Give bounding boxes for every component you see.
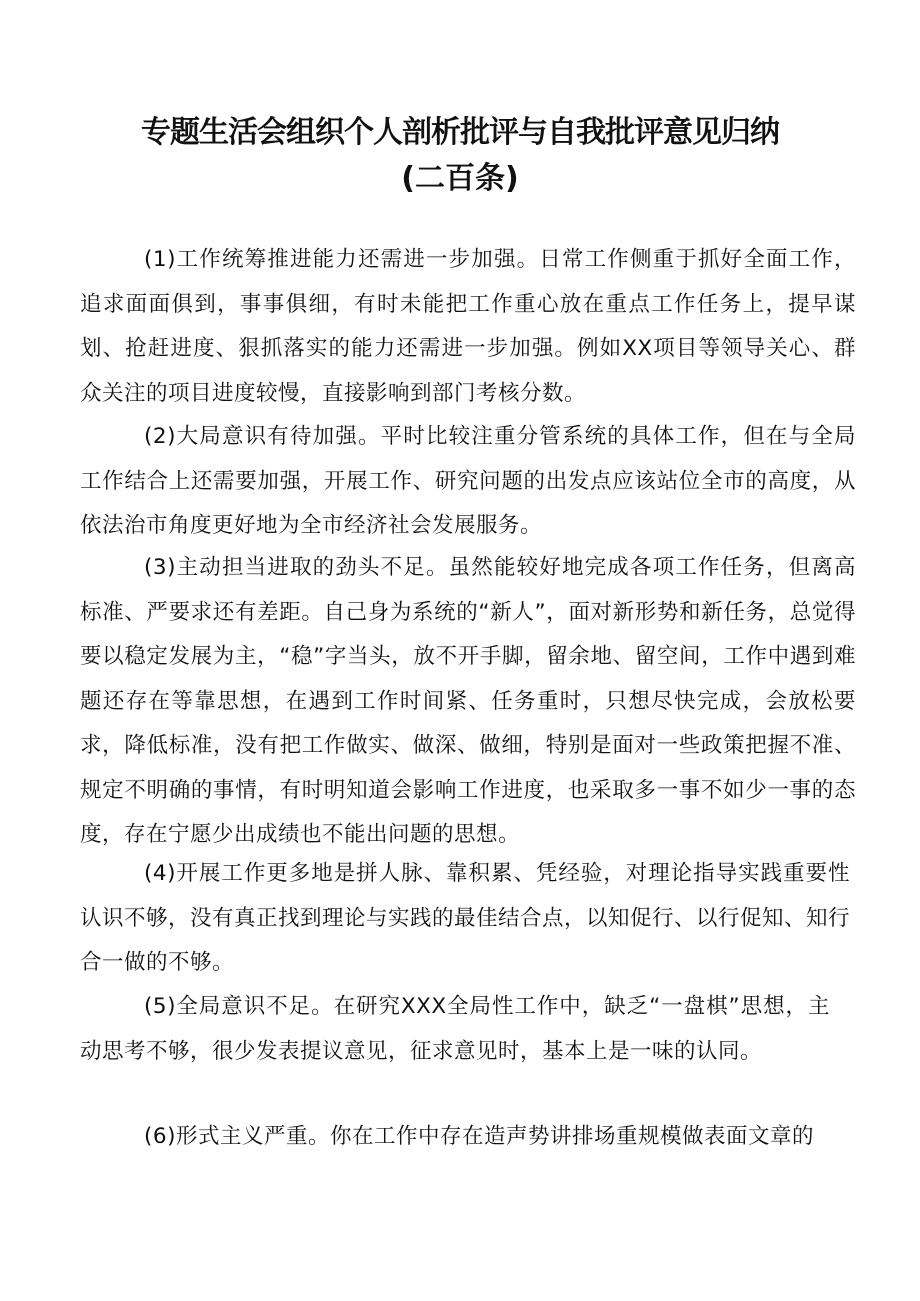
- paragraph-5: (5)全局意识不足。在研究XXX全局性工作中，缺乏“一盘棋”思想，主动思考不够，很少发表提议意见，征求意见时，基本上是一味的认同。: [80, 994, 830, 1064]
- paragraph-4: (4)开展工作更多地是拼人脉、靠积累、凭经验，对理论指导实践重要性认识不够，没有真正找到理论与实践的最佳结合点，以知促行、以行促知、知行合一做的不够。: [80, 861, 851, 975]
- paragraph-2: (2)大局意识有待加强。平时比较注重分管系统的具体工作，但在与全局工作结合上还需要加强，开展工作、研究问题的出发点应该站位全市的高度，从依法治市角度更好地为全市经济社会发展服务。: [80, 424, 856, 538]
- paragraph-6: (6)形式主义严重。你在工作中存在造声势讲排场重规模做表面文章的: [144, 1124, 814, 1149]
- paragraph-1: (1)工作统筹推进能力还需进一步加强。日常工作侧重于抓好全面工作，追求面面俱到，事事俱细，有时未能把工作重心放在重点工作任务上，提早谋划、抢赶进度、狠抓落实的能力还需进一步加强。例如XX项目等领导关心、群众关注的项目进度较慢，直接影响到部门考核分数。: [80, 247, 856, 406]
- paragraph-3: (3)主动担当进取的劲头不足。虽然能较好地完成各项工作任务，但离高标准、严要求还有差距。自己身为系统的“新人”，面对新形势和新任务，总觉得要以稳定发展为主，“稳”字当头，放不开手脚，留余地、留空间，工作中遇到难题还存在等靠思想，在遇到工作时间紧、任务重时，只想尽快完成，会放松要求，降低标准，没有把工作做实、做深、做细，特别是面对一些政策把握不准、规定不明确的事情，有时明知道会影响工作进度，也采取多一事不如少一事的态度，存在宁愿少出成绩也不能出问题的思想。: [80, 555, 856, 847]
- document-title: 专题生活会组织个人剖析批评与自我批评意见归纳: [141, 115, 779, 150]
- document-subtitle: (二百条): [401, 161, 519, 196]
